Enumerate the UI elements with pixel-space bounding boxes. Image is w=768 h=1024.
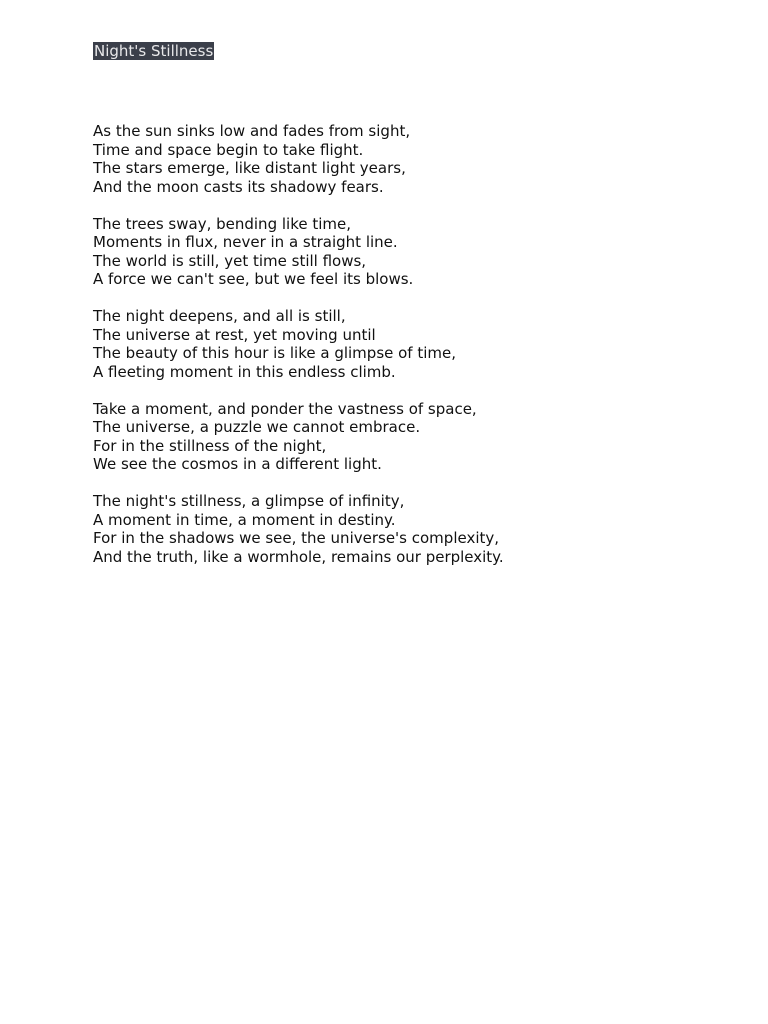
poem-line: And the moon casts its shadowy fears. (93, 177, 384, 196)
poem-line: For in the shadows we see, the universe's complexity, (93, 529, 500, 547)
poem-line: The universe, a puzzle we cannot embrace. (93, 418, 421, 436)
poem-line: The night's stillness, a glimpse of infinity, (93, 492, 405, 510)
page-title[interactable]: Night's Stillness (94, 42, 214, 60)
poem-line: Moments in flux, never in a straight line. (93, 233, 398, 251)
poem-line: A fleeting moment in this endless climb. (93, 362, 396, 381)
poem-line: And the truth, like a wormhole, remains our perplexity. (93, 547, 504, 566)
stanza-4 (93, 400, 733, 474)
stanza-5 (93, 492, 733, 566)
poem-line: A force we can't see, but we feel its blows. (93, 270, 414, 288)
poem-line: The beauty of this hour is like a glimpse of time, (93, 344, 457, 362)
poem-line: The night deepens, and all is still, (93, 307, 346, 325)
poem-line: As the sun sinks low and fades from sight, (93, 122, 411, 140)
poem-line: For in the stillness of the night, (93, 436, 327, 455)
poem-body (93, 122, 733, 585)
poem-line: A moment in time, a moment in destiny. (93, 510, 396, 529)
stanza-2 (93, 215, 733, 289)
poem-line: Time and space begin to take flight. (93, 140, 364, 159)
poem-line: We see the cosmos in a different light. (93, 455, 382, 473)
poem-line: The stars emerge, like distant light years, (93, 159, 406, 177)
poem-line: The trees sway, bending like time, (93, 214, 351, 233)
poem-line: The world is still, yet time still flows, (93, 251, 367, 270)
poem-line: The universe at rest, yet moving until (93, 325, 376, 344)
stanza-1 (93, 122, 733, 196)
poem-line: Take a moment, and ponder the vastness of space, (93, 399, 477, 418)
stanza-3 (93, 307, 733, 381)
